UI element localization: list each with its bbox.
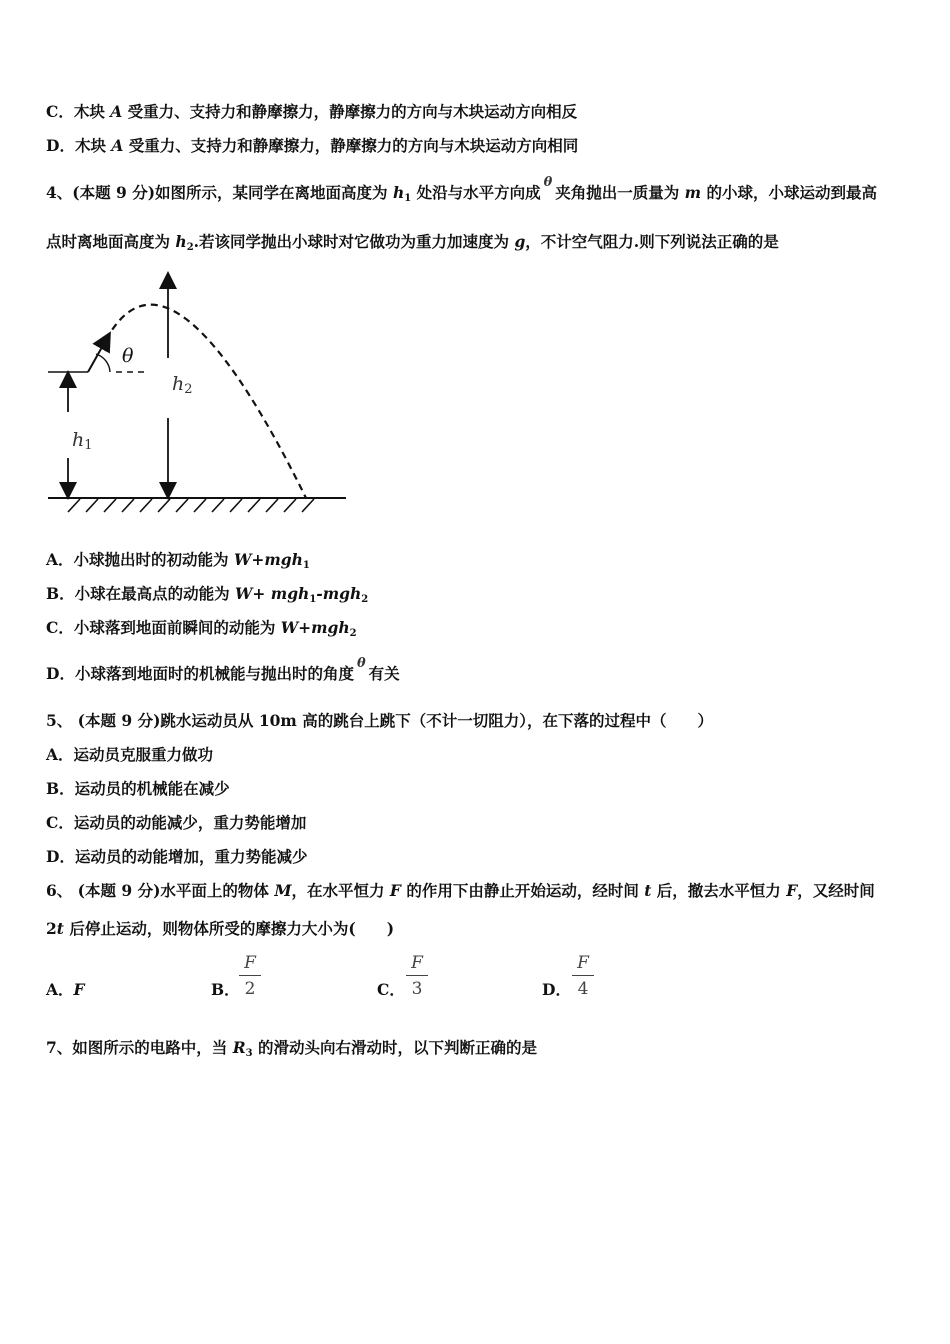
q4-option-c: C．小球落到地面前瞬间的动能为 W+mgh$_2$ bbox=[46, 618, 357, 639]
figure-theta-label: θ bbox=[122, 345, 134, 367]
q5-option-b: B．运动员的机械能在减少 bbox=[46, 779, 230, 798]
projectile-figure bbox=[40, 262, 360, 522]
q3-option-c: C．木块 A 受重力、支持力和静摩擦力，静摩擦力的方向与木块运动方向相反 bbox=[46, 102, 578, 121]
q6-stem-line1: 6、 (本题 9 分)水平面上的物体 M，在水平恒力 F 的作用下由静止开始运动，经时间 t 后，撤去水平恒力 F，又经时间 bbox=[46, 881, 875, 900]
angle-arc bbox=[96, 354, 110, 372]
theta-symbol: θ bbox=[543, 175, 553, 190]
q6-option-b-label: B． bbox=[211, 980, 240, 999]
q5-option-c: C．运动员的动能减少，重力势能增加 bbox=[46, 813, 307, 832]
trajectory-curve bbox=[106, 305, 306, 498]
q4-option-a: A．小球抛出时的初动能为 W+mgh$_1$ bbox=[46, 550, 310, 571]
q4-option-b: B．小球在最高点的动能为 W+ mgh$_1$-mgh$_2$ bbox=[46, 584, 369, 605]
q6-option-c-label: C． bbox=[377, 980, 405, 999]
figure-h2-label: h2 bbox=[172, 373, 193, 397]
q4-option-d: D．小球落到地面时的机械能与抛出时的角度$^\theta$有关 bbox=[46, 656, 400, 683]
q6-option-d-label: D． bbox=[542, 980, 571, 999]
q5-option-a: A．运动员克服重力做功 bbox=[46, 745, 214, 764]
q6-option-d-fraction: F 4 bbox=[572, 953, 594, 1000]
q4-stem-line1: 4、(本题 9 分)如图所示，某同学在离地面高度为 $h_1$ 处沿与水平方向成$^\theta$夹角抛出一质量为 m 的小球，小球运动到最高 bbox=[46, 175, 877, 204]
figure-h1-label: h1 bbox=[72, 429, 93, 453]
launch-velocity-arrow bbox=[88, 340, 106, 372]
q5-option-d: D．运动员的动能增加，重力势能减少 bbox=[46, 847, 308, 866]
q5-stem: 5、 (本题 9 分)跳水运动员从 10m 高的跳台上跳下（不计一切阻力），在下落的过程中（ ） bbox=[46, 711, 713, 730]
ground-hatching bbox=[68, 499, 314, 512]
q3-option-d: D．木块 A 受重力、支持力和静摩擦力，静摩擦力的方向与木块运动方向相同 bbox=[46, 136, 579, 155]
q4-stem-line2: 点时离地面高度为 $h_2$.若该同学抛出小球时对它做功为重力加速度为 g，不计空气阻力.则下列说法正确的是 bbox=[46, 232, 779, 253]
q6-option-c-fraction: F 3 bbox=[406, 953, 428, 1000]
theta-symbol: θ bbox=[356, 656, 366, 671]
q7-stem: 7、如图所示的电路中，当 $R_3$ 的滑动头向右滑动时，以下判断正确的是 bbox=[46, 1038, 537, 1059]
q6-option-a: A．F bbox=[46, 980, 85, 999]
q6-option-b-fraction: F 2 bbox=[239, 953, 261, 1000]
q6-stem-line2: 2t 后停止运动，则物体所受的摩擦力大小为( ) bbox=[46, 919, 395, 938]
